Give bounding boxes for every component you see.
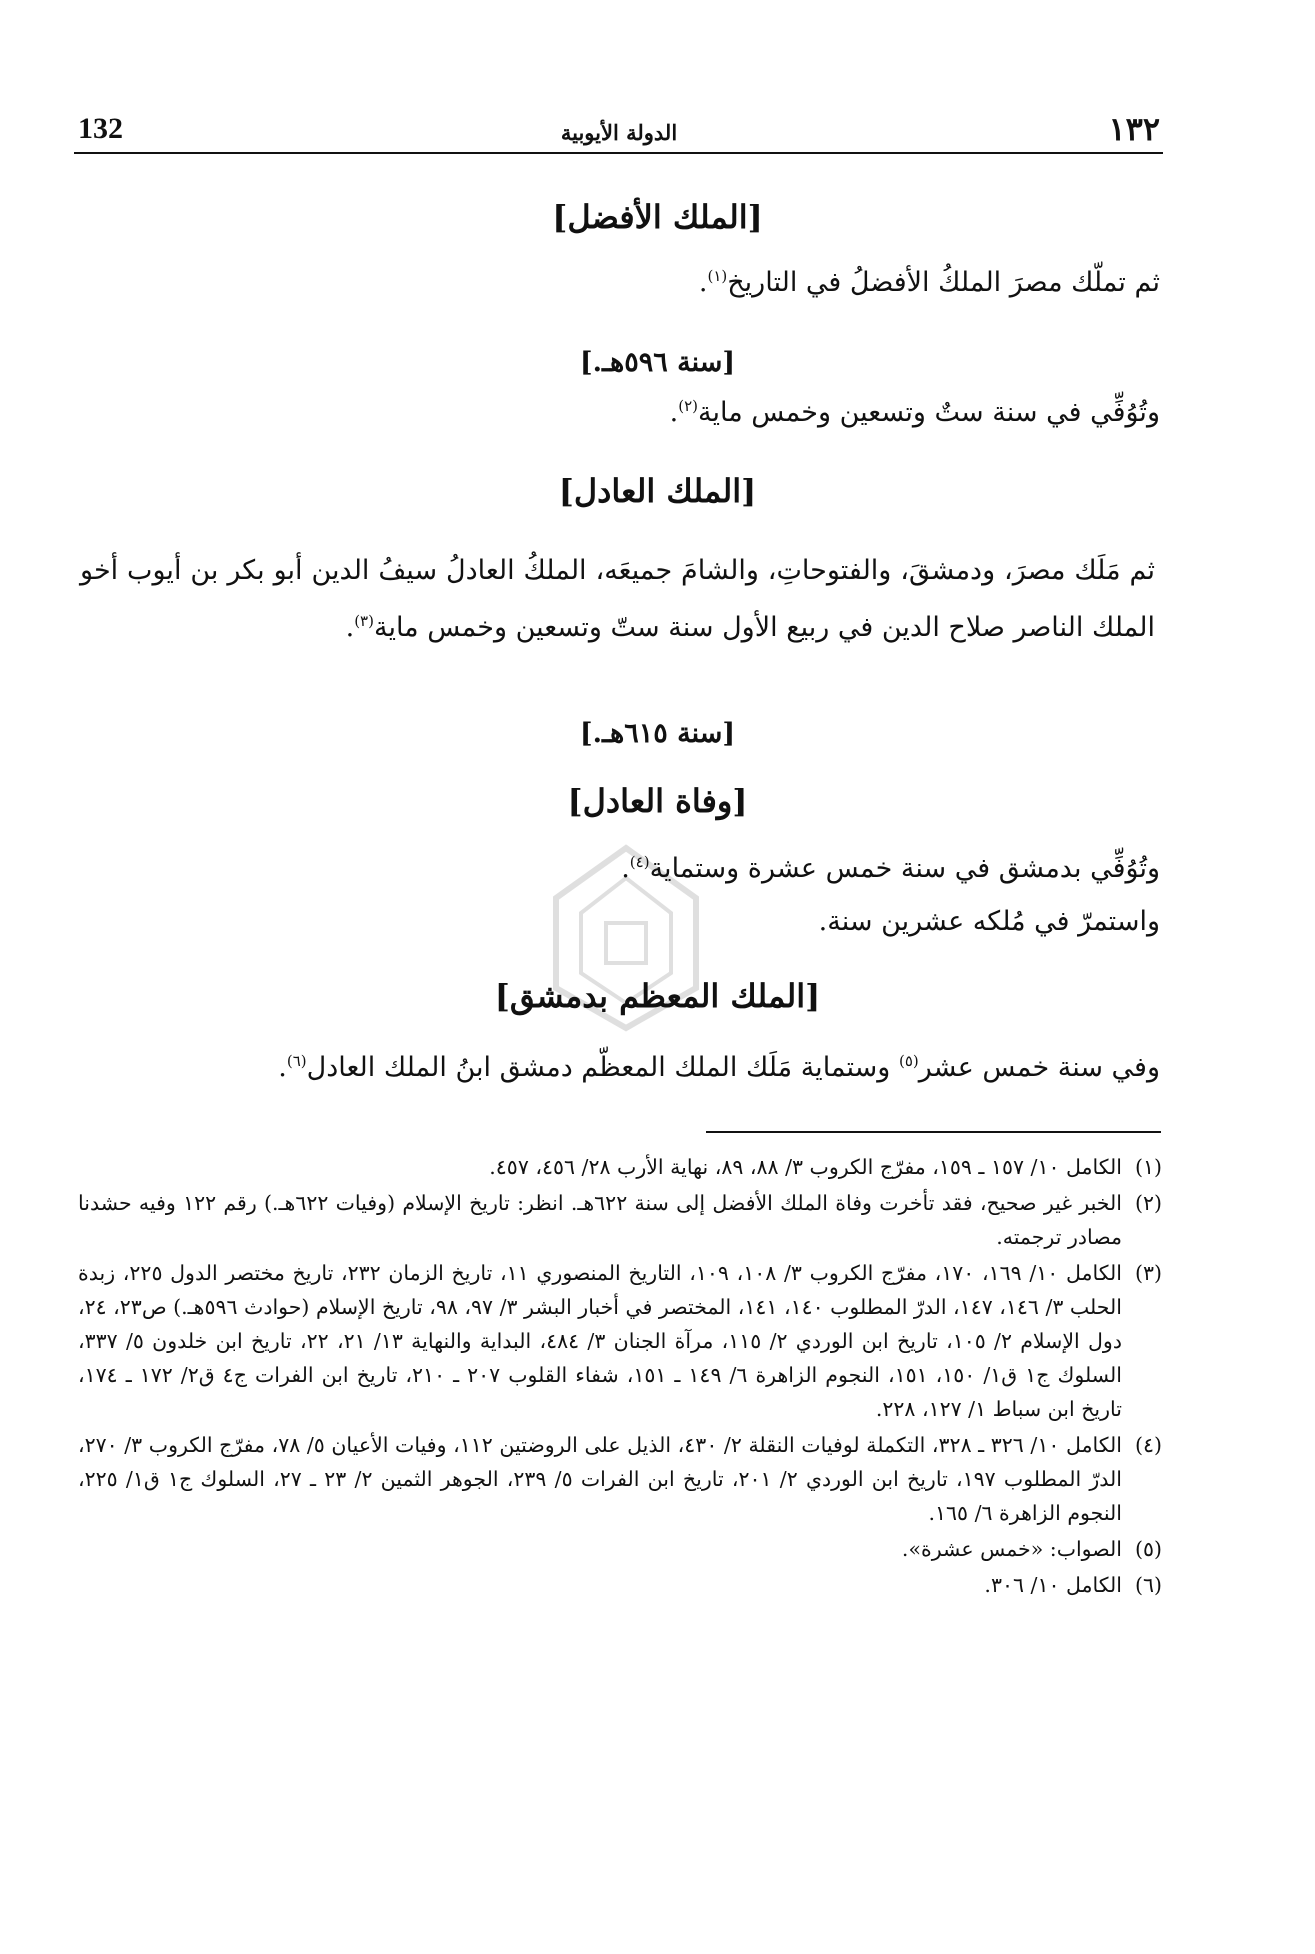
- year-heading-615: [سنة ٦١٥هـ.]: [579, 718, 736, 749]
- footnote-text: الكامل ١٠/ ٣٢٦ ـ ٣٢٨، التكملة لوفيات النقلة ٢/ ٤٣٠، الذيل على الروضتين ١١٢، وفيات الأعيان ٥/ ٧٨، مفرّج الكروب ٣/ ٢٧٠، الدرّ المطلوب ١٩٧، تاريخ ابن الوردي ٢/ ٢٠١، تاريخ ابن الفرات ٥/ ٢٣٩، الجوهر الثمين ٢/ ٢٣ ـ ٢٧، السلوك ج١ ق١/ ٢٢٥، النجوم الزاهرة ٦/ ١٦٥.: [78, 1433, 1122, 1525]
- paragraph-text: وفي سنة خمس عشر: [918, 1052, 1160, 1083]
- paragraph-text: وتُوُفِّي بدمشق في سنة خمس عشرة وستماية: [649, 853, 1160, 884]
- footnote-item: [78, 1150, 1162, 1184]
- paragraph-text: ثم مَلَك مصرَ، ودمشقَ، والفتوحاتِ، والشامَ جميعَه، الملكُ العادلُ سيفُ الدين أبو بكر بن أيوب أخو الملك الناصر صلاح الدين في ربيع الأول سنة ستّ وتسعين وخمس ماية: [80, 555, 1155, 643]
- header-rule: [74, 152, 1163, 154]
- paragraph-afdal-death: وتُوُفِّي في سنة ستٌ وتسعين وخمس ماية$^{(٢)}$.: [669, 397, 1160, 428]
- section-heading-muazzam: [الملك المعظم بدمشق]: [494, 977, 821, 1015]
- footnotes: [78, 1150, 1162, 1604]
- section-heading-adil: [الملك العادل]: [558, 472, 757, 510]
- footnote-ref: (٤): [629, 853, 650, 871]
- footnote-number: (١): [1134, 1155, 1162, 1179]
- footnote-ref: (٥): [898, 1052, 919, 1070]
- page-number-arabic: ١٣٢: [1108, 110, 1160, 148]
- paragraph-adil-reign: واستمرّ في مُلكه عشرين سنة.: [818, 906, 1160, 937]
- footnote-item: [78, 1256, 1162, 1426]
- running-title: الدولة الأيوبية: [560, 120, 678, 145]
- footnote-text: الكامل ١٠/ ٣٠٦.: [984, 1573, 1122, 1597]
- paragraph-text: وتُوُفِّي في سنة ستٌ وتسعين وخمس ماية: [697, 397, 1160, 428]
- footnote-item: [78, 1186, 1162, 1254]
- paragraph-muazzam: وفي سنة خمس عشر$^{(٥)}$ وستماية مَلَك الملك المعظّم دمشق ابنُ الملك العادل$^{(٦)}$.: [278, 1052, 1160, 1083]
- footnote-number: (٥): [1134, 1537, 1162, 1561]
- footnote-text: الصواب: «خمس عشرة».: [901, 1537, 1122, 1561]
- footnote-number: (٣): [1134, 1261, 1162, 1285]
- section-heading-adil-death: [وفاة العادل]: [567, 782, 748, 820]
- footnote-ref: (١): [707, 267, 728, 285]
- page-number-latin: 132: [78, 112, 123, 145]
- footnote-text: الكامل ١٠/ ١٥٧ ـ ١٥٩، مفرّج الكروب ٣/ ٨٨، ٨٩، نهاية الأرب ٢٨/ ٤٥٦، ٤٥٧.: [489, 1155, 1122, 1179]
- footnote-number: (٦): [1134, 1573, 1162, 1597]
- footnote-item: [78, 1428, 1162, 1530]
- footnote-ref: (٣): [354, 612, 374, 630]
- footnote-text: الكامل ١٠/ ١٦٩، ١٧٠، مفرّج الكروب ٣/ ١٠٨، ١٠٩، التاريخ المنصوري ١١، تاريخ الزمان ٢٣٢، تاريخ مختصر الدول ٢٢٥، زبدة الحلب ٣/ ١٤٦، ١٤٧، الدرّ المطلوب ١٤٠، ١٤١، المختصر في أخبار البشر ٣/ ٩٧، ٩٨، تاريخ الإسلام (حوادث ٥٩٦هـ.) ص٢٣، ٢٤، دول الإسلام ٢/ ١٠٥، تاريخ ابن الوردي ٢/ ١١٥، مرآة الجنان ٣/ ٤٨٤، البداية والنهاية ١٣/ ٢١، ٢٢، تاريخ ابن خلدون ٥/ ٣٣٧، السلوك ج١ ق١/ ١٥٠، ١٥١، النجوم الزاهرة ٦/ ١٤٩ ـ ١٥١، شفاء القلوب ٢٠٧ ـ ٢١٠، تاريخ ابن الفرات ج٤ ق٢/ ١٧٢ ـ ١٧٤، تاريخ ابن سباط ١/ ١٢٧، ٢٢٨.: [78, 1261, 1122, 1421]
- footnote-ref: (٢): [678, 397, 698, 415]
- year-heading-596: [سنة ٥٩٦هـ.]: [579, 347, 736, 378]
- paragraph-afdal: ثم تملّك مصرَ الملكُ الأفضلُ في التاريخ$^{(١)}$.: [698, 267, 1160, 298]
- paragraph-text: ثم تملّك مصرَ الملكُ الأفضلُ في التاريخ: [727, 267, 1160, 298]
- footnote-item: [78, 1568, 1162, 1602]
- footnote-number: (٢): [1134, 1191, 1162, 1215]
- footnote-number: (٤): [1134, 1433, 1162, 1457]
- footnote-text: الخبر غير صحيح، فقد تأخرت وفاة الملك الأفضل إلى سنة ٦٢٢هـ. انظر: تاريخ الإسلام (وفيات ٦٢٢هـ.) رقم ١٢٢ وفيه حشدنا مصادر ترجمته.: [78, 1191, 1122, 1249]
- footnote-ref: (٦): [286, 1052, 307, 1070]
- footnote-separator: [706, 1131, 1161, 1133]
- paragraph-adil: ثم مَلَك مصرَ، ودمشقَ، والفتوحاتِ، والشامَ جميعَه، الملكُ العادلُ سيفُ الدين أبو بكر بن أيوب أخو الملك الناصر صلاح الدين في ربيع الأول سنة ستّ وتسعين وخمس ماية$^{(٣)}$.: [80, 555, 1155, 643]
- section-heading-afdal: [الملك الأفضل]: [552, 198, 763, 236]
- paragraph-text: وستماية مَلَك الملك المعظّم دمشق ابنُ الملك العادل: [306, 1052, 891, 1083]
- paragraph-adil-death: وتُوُفِّي بدمشق في سنة خمس عشرة وستماية$^{(٤)}$.: [621, 853, 1160, 884]
- footnote-item: [78, 1532, 1162, 1566]
